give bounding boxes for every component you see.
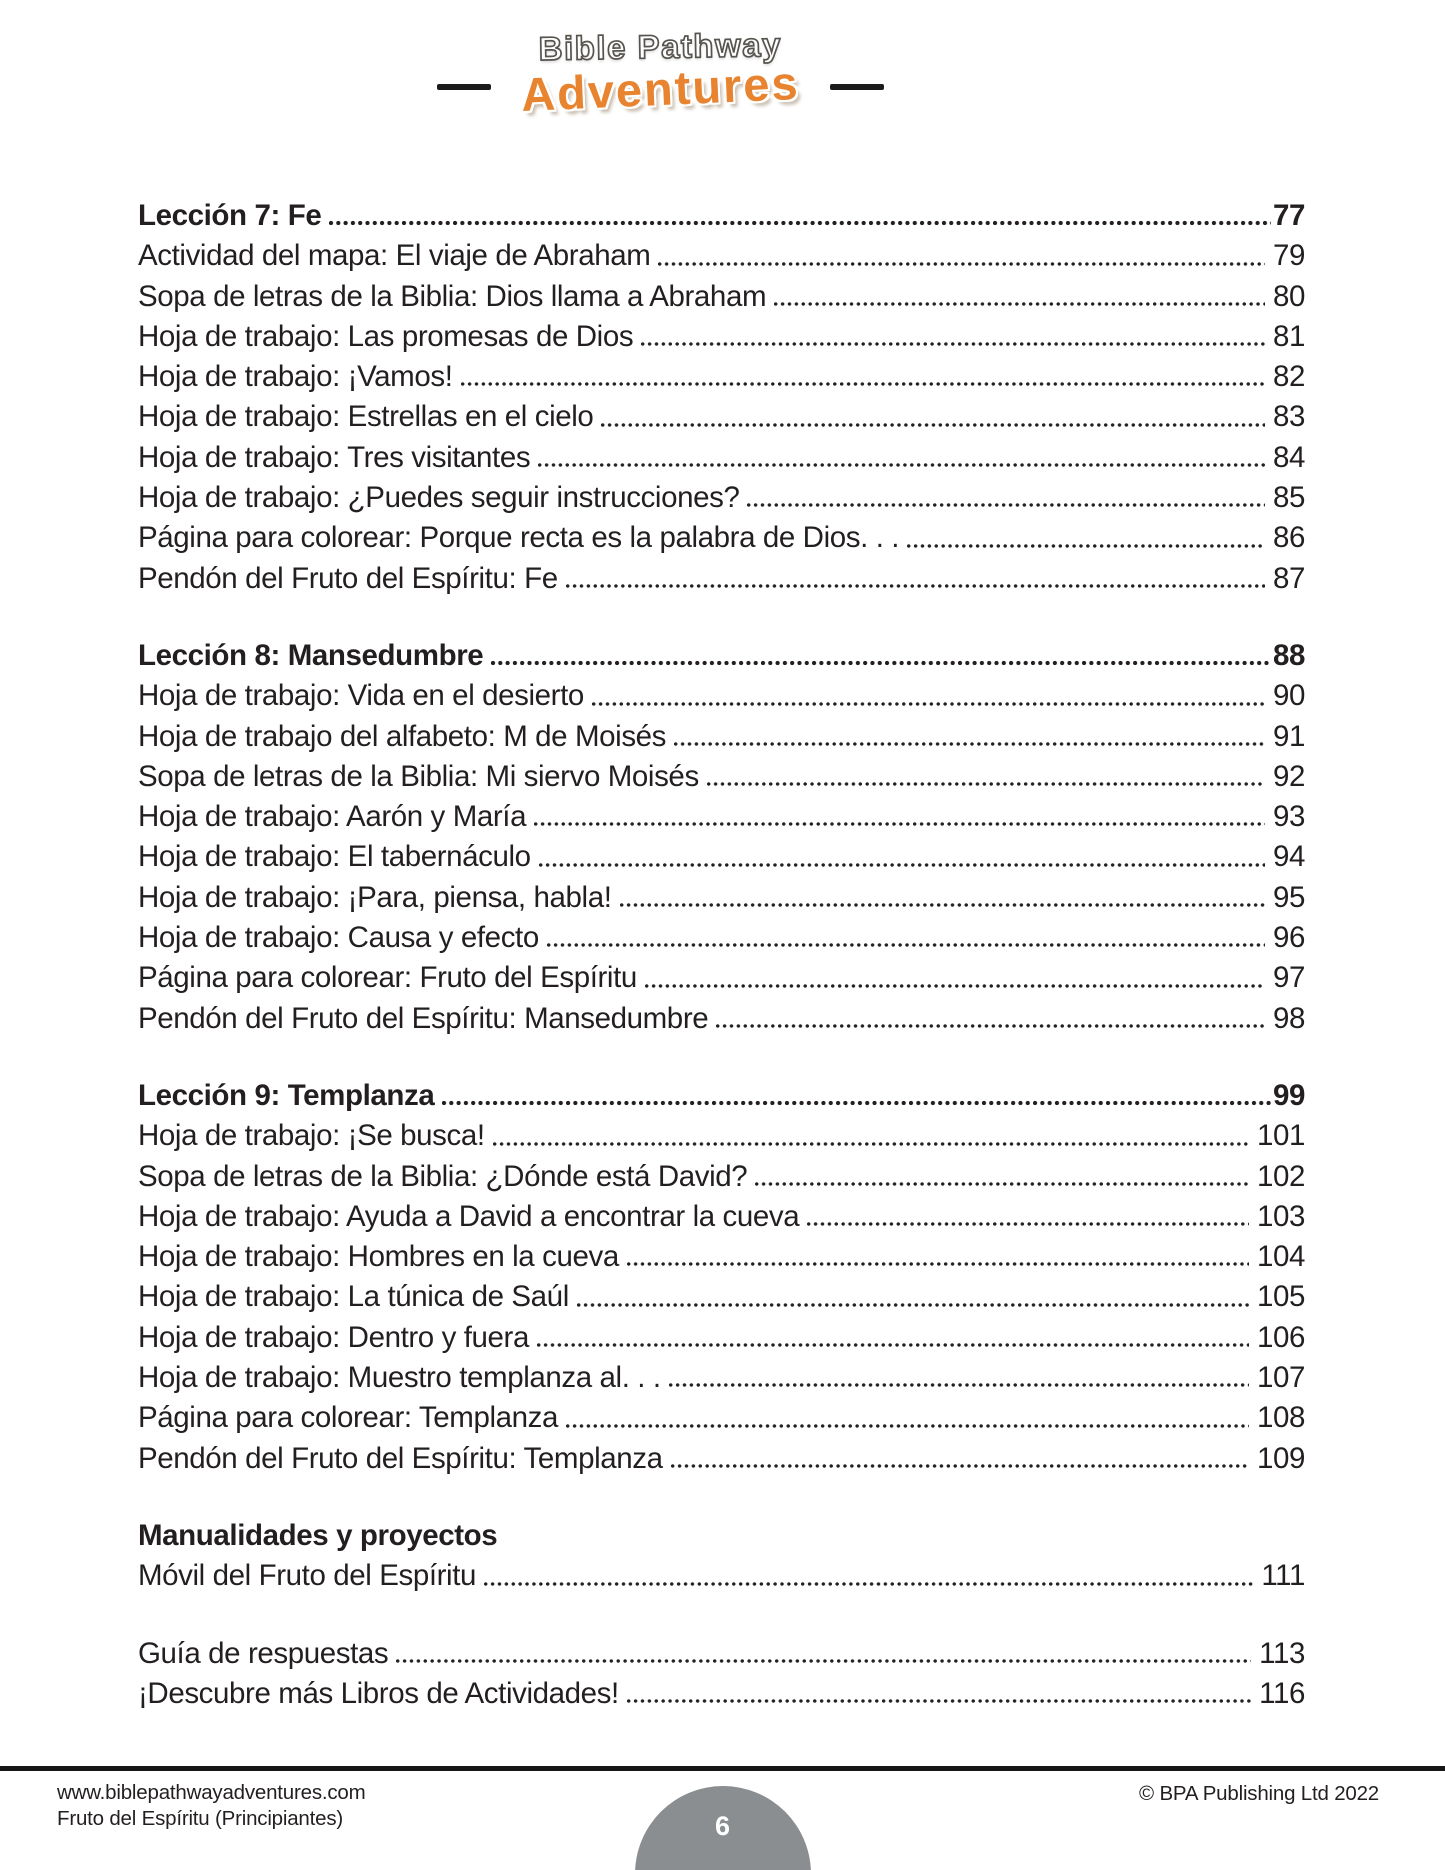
toc-entry-page: 116: [1259, 1676, 1305, 1710]
toc-entry: [138, 757, 1305, 797]
dot-leader: [493, 1141, 1249, 1147]
dot-leader: [534, 821, 1265, 827]
toc-entry-page: 77: [1272, 199, 1305, 232]
toc-entry-page: 87: [1272, 561, 1305, 595]
toc-entry-page: 83: [1272, 400, 1305, 434]
toc-entry: [138, 236, 1305, 276]
brand-name-line2: Adventures: [520, 55, 801, 122]
toc-entry-label: Pendón del Fruto del Espíritu: Mansedumbre: [138, 1001, 709, 1035]
dot-leader: [484, 1581, 1253, 1587]
dot-leader: [674, 741, 1265, 747]
dot-leader: [671, 1463, 1249, 1469]
toc-entry-label: Hoja de trabajo: Las promesas de Dios: [138, 319, 634, 353]
toc-entry-page: 98: [1272, 1001, 1305, 1035]
toc-entry: [138, 1358, 1305, 1398]
toc-entry-page: 92: [1272, 759, 1305, 793]
toc-entry: [138, 1277, 1305, 1317]
dot-leader: [907, 543, 1265, 549]
toc-entry: [138, 397, 1305, 437]
toc-entry-page: 106: [1256, 1320, 1305, 1354]
toc-entry-label: Página para colorear: Porque recta es la palabra de Dios. . .: [138, 521, 900, 555]
toc-entry-label: Hoja de trabajo: Estrellas en el cielo: [138, 400, 594, 434]
toc-entry-label: Página para colorear: Fruto del Espíritu: [138, 961, 637, 995]
toc-entry-page: 91: [1272, 719, 1305, 753]
toc-entry-label: Lección 8: Mansedumbre: [138, 638, 484, 672]
toc-section-heading: [138, 636, 1305, 676]
toc-entry: [138, 317, 1305, 357]
brand-wordmark: [520, 25, 801, 122]
toc-entry: [138, 559, 1305, 599]
toc-entry-page: 93: [1272, 800, 1305, 834]
toc-entry-label: Sopa de letras de la Biblia: Mi siervo Moisés: [138, 759, 699, 793]
toc-entry-label: ¡Descubre más Libros de Actividades!: [138, 1676, 619, 1710]
page-number: 6: [714, 1811, 731, 1841]
brand-logo: [0, 25, 1383, 122]
dot-leader: [491, 660, 1271, 666]
toc-entry: [138, 438, 1305, 478]
toc-entry-label: Pendón del Fruto del Espíritu: Templanza: [138, 1441, 663, 1475]
dot-leader: [539, 862, 1265, 868]
dot-leader: [627, 1698, 1251, 1704]
toc-section: [138, 1516, 1305, 1597]
dot-leader: [537, 1342, 1249, 1348]
toc-entry: [138, 999, 1305, 1039]
toc-entry-page: 88: [1272, 638, 1305, 672]
toc-entry-page: 79: [1272, 239, 1305, 273]
toc-entry-label: Hoja de trabajo: ¡Para, piensa, habla!: [138, 880, 612, 914]
toc-entry-page: 104: [1256, 1240, 1305, 1274]
dot-leader: [620, 902, 1265, 908]
toc-entry-label: Hoja de trabajo: La túnica de Saúl: [138, 1280, 569, 1314]
dot-leader: [755, 1181, 1249, 1187]
toc-entry-label: Hoja de trabajo: Muestro templanza al. . .: [138, 1361, 661, 1395]
toc-entry-label: Página para colorear: Templanza: [138, 1401, 558, 1435]
toc-section-heading: [138, 1516, 1305, 1556]
toc-section-heading: [138, 196, 1305, 236]
toc-entry-label: Sopa de letras de la Biblia: Dios llama a Abraham: [138, 279, 767, 313]
logo-left-dash: [437, 84, 491, 90]
dot-leader: [658, 261, 1265, 267]
toc-entry-label: Hoja de trabajo: Aarón y María: [138, 800, 527, 834]
dot-leader: [747, 502, 1265, 508]
toc-entry: [138, 1157, 1305, 1197]
toc-entry-label: Móvil del Fruto del Espíritu: [138, 1559, 477, 1593]
toc-entry-page: 94: [1272, 840, 1305, 874]
dot-leader: [645, 983, 1265, 989]
toc-entry-page: 81: [1272, 319, 1305, 353]
toc-entry-page: 109: [1256, 1441, 1305, 1475]
toc-entry-label: Hoja de trabajo: Vida en el desierto: [138, 679, 584, 713]
toc-section-heading: [138, 1076, 1305, 1116]
toc-entry: [138, 1674, 1305, 1714]
dot-leader: [538, 462, 1265, 468]
toc-entry: [138, 717, 1305, 757]
toc-entry-page: 99: [1272, 1078, 1305, 1112]
logo-right-dash: [830, 84, 884, 90]
dot-leader: [601, 422, 1265, 428]
toc-entry-label: Manualidades y proyectos: [138, 1518, 498, 1552]
toc-entry-page: 103: [1256, 1199, 1305, 1233]
toc-entry-label: Hoja de trabajo del alfabeto: M de Moisés: [138, 719, 667, 753]
toc-entry: [138, 1556, 1305, 1596]
toc-entry-page: 101: [1256, 1119, 1305, 1153]
footer-copyright: © BPA Publishing Ltd 2022: [1139, 1782, 1379, 1805]
toc-entry: [138, 837, 1305, 877]
toc-entry-page: 96: [1272, 921, 1305, 955]
toc-entry-label: Hoja de trabajo: ¡Vamos!: [138, 360, 453, 394]
toc-entry-page: 86: [1272, 521, 1305, 555]
toc-entry: [138, 1398, 1305, 1438]
toc-entry-page: 111: [1261, 1559, 1305, 1593]
toc-entry-page: 107: [1256, 1361, 1305, 1395]
dot-leader: [566, 1423, 1249, 1429]
dot-leader: [566, 583, 1265, 589]
toc-entry-label: Hoja de trabajo: Dentro y fuera: [138, 1320, 529, 1354]
dot-leader: [547, 942, 1265, 948]
toc-entry-label: Lección 7: Fe: [138, 199, 322, 232]
toc-entry: [138, 797, 1305, 837]
toc-entry-page: 108: [1256, 1401, 1305, 1435]
toc-entry-label: Hoja de trabajo: Hombres en la cueva: [138, 1240, 619, 1274]
toc-entry: [138, 277, 1305, 317]
toc-entry-label: Sopa de letras de la Biblia: ¿Dónde está David?: [138, 1159, 748, 1193]
dot-leader: [707, 781, 1265, 787]
toc-entry: [138, 878, 1305, 918]
toc-entry-page: 82: [1272, 360, 1305, 394]
dot-leader: [807, 1221, 1249, 1227]
toc-entry-label: Lección 9: Templanza: [138, 1078, 435, 1112]
dot-leader: [461, 381, 1265, 387]
toc-entry: [138, 1439, 1305, 1479]
toc-entry-page: 85: [1272, 481, 1305, 515]
toc-entry-page: 105: [1256, 1280, 1305, 1314]
brand-name-line1: Bible Pathway: [538, 25, 783, 68]
toc-entry-page: 102: [1256, 1159, 1305, 1193]
toc-entry: [138, 357, 1305, 397]
toc-entry: [138, 918, 1305, 958]
toc-entry: [138, 1197, 1305, 1237]
toc-entry-label: Hoja de trabajo: Tres visitantes: [138, 440, 531, 474]
toc-entry-label: Guía de respuestas: [138, 1636, 389, 1670]
toc-entry: [138, 958, 1305, 998]
dot-leader: [396, 1658, 1251, 1664]
toc-section: [138, 196, 1305, 599]
dot-leader: [641, 341, 1265, 347]
dot-leader: [577, 1302, 1249, 1308]
toc-entry: [138, 676, 1305, 716]
page-number-badge: [635, 1786, 811, 1870]
footer-website: www.biblepathwayadventures.com: [57, 1781, 366, 1804]
dot-leader: [669, 1382, 1249, 1388]
toc-entry-label: Actividad del mapa: El viaje de Abraham: [138, 239, 651, 273]
toc-entry: [138, 1634, 1305, 1674]
toc-section: [138, 1076, 1305, 1479]
footer-book-title: Fruto del Espíritu (Principiantes): [57, 1807, 344, 1830]
toc-entry: [138, 1116, 1305, 1156]
toc-entry: [138, 1318, 1305, 1358]
toc-entry-label: Hoja de trabajo: ¡Se busca!: [138, 1119, 485, 1153]
toc-entry-page: 113: [1259, 1636, 1305, 1670]
dot-leader: [774, 301, 1265, 307]
toc-entry: [138, 518, 1305, 558]
dot-leader: [592, 701, 1265, 707]
toc-section: [138, 1634, 1305, 1715]
toc-entry: [138, 478, 1305, 518]
toc: [138, 196, 1305, 1714]
dot-leader: [627, 1261, 1249, 1267]
toc-section: [138, 636, 1305, 1039]
toc-entry-label: Pendón del Fruto del Espíritu: Fe: [138, 561, 558, 595]
toc-entry-page: 90: [1272, 679, 1305, 713]
dot-leader: [716, 1023, 1265, 1029]
footer-left-block: [57, 1780, 366, 1832]
toc-entry-label: Hoja de trabajo: ¿Puedes seguir instrucciones?: [138, 481, 740, 515]
toc-entry-label: Hoja de trabajo: Causa y efecto: [138, 921, 539, 955]
toc-entry-page: 84: [1272, 440, 1305, 474]
page-footer: [0, 1766, 1445, 1870]
toc-entry: [138, 1237, 1305, 1277]
toc-entry-label: Hoja de trabajo: Ayuda a David a encontrar la cueva: [138, 1199, 800, 1233]
toc-entry-page: 80: [1272, 279, 1305, 313]
dot-leader: [329, 220, 1271, 226]
toc-entry-page: 97: [1272, 961, 1305, 995]
dot-leader: [442, 1100, 1271, 1106]
toc-entry-label: Hoja de trabajo: El tabernáculo: [138, 840, 531, 874]
toc-entry-page: 95: [1272, 880, 1305, 914]
